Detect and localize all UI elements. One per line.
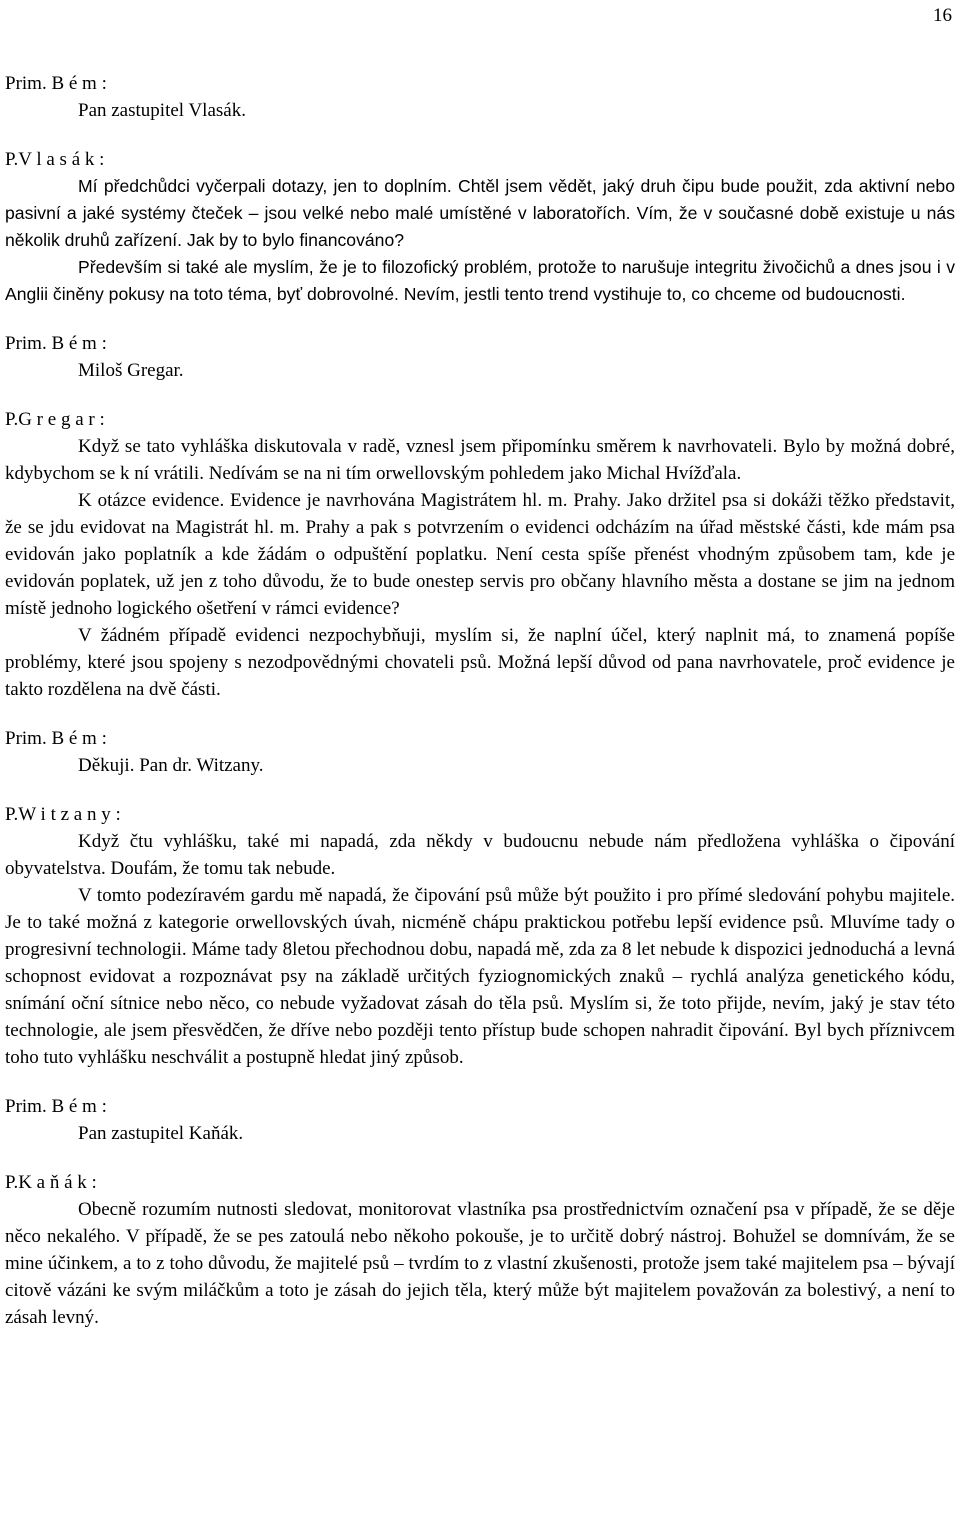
speech-block bbox=[5, 725, 955, 779]
speech-block bbox=[5, 406, 955, 703]
speech-paragraph: V tomto podezíravém gardu mě napadá, že čipování psů může být použito i pro přímé sledování pohybu majitele. Je to také možná z kategorie orwellovských úvah, nicméně chápu praktickou potřebu lepší evidence psů. Mluvíme tady o progresivní technologii. Máme tady 8letou přechodnou dobu, napadá mě, zda za 8 let nebude k dispozici jednoduchá a levná schopnost evidovat a rozpoznávat psy na základě určitých fyziognomických znaků – rychlá analýza genetického kódu, snímání oční sítnice nebo něco, co nebude vyžadovat zásah do těla psů. Myslím si, že toto přijde, nevím, jaký je stav této technologie, ale jsem přesvědčen, že dříve nebo později tento přístup bude schopen nahradit čipování. Byl bych příznivcem toho tuto vyhlášku neschválit a postupně hledat jiný způsob. bbox=[5, 885, 955, 1068]
speech-paragraph: Obecně rozumím nutnosti sledovat, monitorovat vlastníka psa prostřednictvím označení psa v případě, že se děje něco nekalého. V případě, že se pes zatoulá nebo někoho pokouše, je to určitě dobrý nástroj. Bohužel se domnívám, že se mine účinkem, a to z toho důvodu, že majitelé psů – tvrdím to z vlastní zkušenosti, protože jsem také majitelem psa – bývají citově vázáni ke svým miláčkům a toto je zásah do jejich těla, který může být majitelem považován za bolestivý, a není to zásah levný. bbox=[5, 1199, 955, 1328]
speech-block bbox=[5, 801, 955, 1071]
speaker-label: P.G r e g a r : bbox=[5, 409, 105, 430]
page-number: 16 bbox=[933, 5, 952, 26]
speech-paragraph: V žádném případě evidenci nezpochybňuji, myslím si, že naplní účel, který naplnit má, to znamená popíše problémy, které jsou spojeny s nezodpovědnými chovateli psů. Možná lepší důvod od pana navrhovatele, proč evidence je takto rozdělena na dvě části. bbox=[5, 625, 955, 700]
speaker-label: Prim. B é m : bbox=[5, 1096, 107, 1117]
speech-block bbox=[5, 330, 955, 384]
speech-block bbox=[5, 146, 955, 308]
speaker-label: Prim. B é m : bbox=[5, 728, 107, 749]
speaker-label: P.K a ň á k : bbox=[5, 1172, 97, 1193]
speaker-label: P.V l a s á k : bbox=[5, 149, 105, 170]
speech-paragraph: Mí předchůdci vyčerpali dotazy, jen to doplním. Chtěl jsem vědět, jaký druh čipu bude použit, zda aktivní nebo pasivní a jaké systémy čteček – jsou velké nebo malé umístěné v laboratořích. Vím, že v současné době existuje u nás několik druhů zařízení. Jak by to bylo financováno? bbox=[5, 176, 955, 250]
speech-paragraph: Když se tato vyhláška diskutovala v radě, vznesl jsem připomínku směrem k navrhovateli. Bylo by možná dobré, kdybychom se k ní vrátili. Nedívám se na ni tím orwellovským pohledem jako Michal Hvížďala. bbox=[5, 436, 955, 484]
speech-paragraph: Když čtu vyhlášku, také mi napadá, zda někdy v budoucnu nebude nám předložena vyhláška o čipování obyvatelstva. Doufám, že tomu tak nebude. bbox=[5, 831, 955, 879]
speech-paragraph: Děkuji. Pan dr. Witzany. bbox=[78, 755, 264, 776]
speech-paragraph: Především si také ale myslím, že je to filozofický problém, protože to narušuje integritu živočichů a dnes jsou i v Anglii činěny pokusy na toto téma, byť dobrovolné. Nevím, jestli tento trend vystihuje to, co chceme od budoucnosti. bbox=[5, 257, 955, 304]
speech-block bbox=[5, 1093, 955, 1147]
speech-paragraph: Pan zastupitel Kaňák. bbox=[78, 1123, 244, 1144]
speech-paragraph: Pan zastupitel Vlasák. bbox=[78, 100, 246, 121]
speech-block bbox=[5, 70, 955, 124]
speech-paragraph: Miloš Gregar. bbox=[78, 360, 184, 381]
speech-paragraph: K otázce evidence. Evidence je navrhována Magistrátem hl. m. Prahy. Jako držitel psa si dokáži těžko představit, že se jdu evidovat na Magistrát hl. m. Prahy a pak s potvrzením o evidenci odcházím na úřad městské části, kde mám psa evidován jako poplatník a kde žádám o odpuštění poplatku. Není cesta spíše přenést vhodným způsobem tam, kde je evidován poplatek, už jen z toho důvodu, že to bude onestep servis pro občany hlavního města a dostane se jim na jednom místě jednoho logického ošetření v rámci evidence? bbox=[5, 490, 955, 619]
speaker-label: Prim. B é m : bbox=[5, 333, 107, 354]
speaker-label: Prim. B é m : bbox=[5, 73, 107, 94]
speaker-label: P.W i t z a n y : bbox=[5, 804, 121, 825]
speech-block bbox=[5, 1169, 955, 1331]
document-body bbox=[5, 70, 955, 1353]
